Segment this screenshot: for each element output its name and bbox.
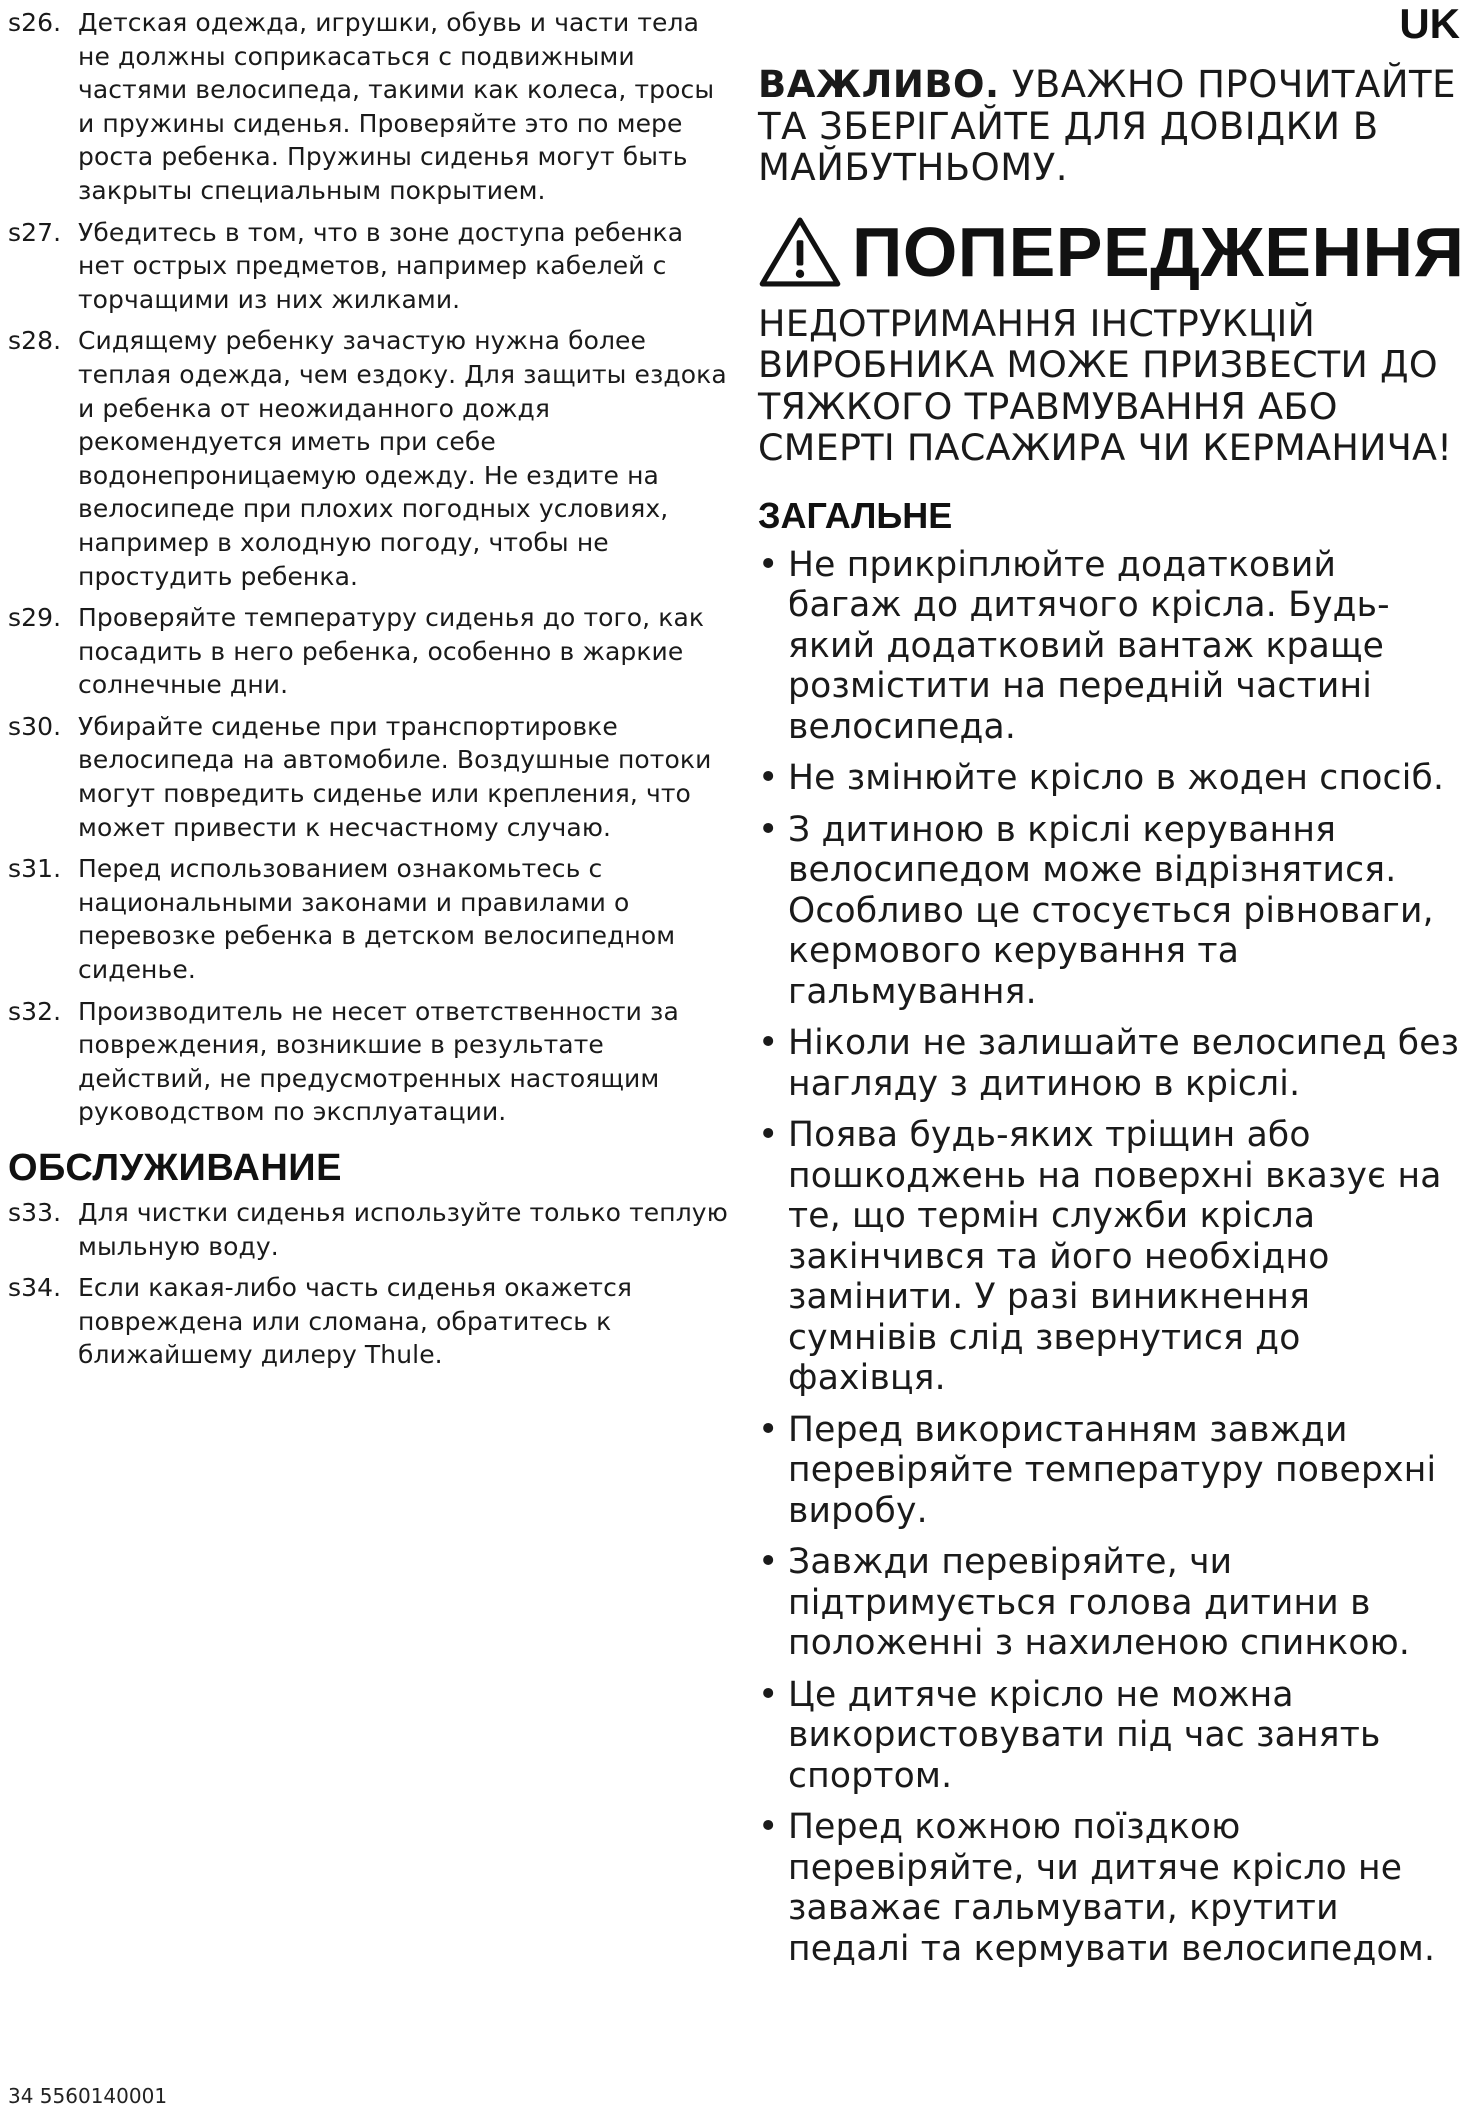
bullet-text: Завжди перевіряйте, чи підтримується голова дитини в положенні з нахиленою спинкою. <box>788 1542 1411 1663</box>
instructions-list-top <box>8 6 738 1129</box>
bullet-icon: • <box>758 809 779 850</box>
item-number: s31. <box>8 854 62 884</box>
item-number: s32. <box>8 996 62 1026</box>
general-bullet-list <box>758 545 1460 1970</box>
bullet-icon: • <box>758 1807 779 1847</box>
bullet-icon: • <box>758 544 779 585</box>
important-lead: ВАЖЛИВО. <box>758 63 1000 106</box>
bullet-icon: • <box>758 1409 779 1450</box>
list-item <box>758 545 1460 748</box>
bullet-icon: • <box>758 758 779 798</box>
item-text: Перед использованием ознакомьтесь с национальными законами и правилами о перевозке ребенка в детском велосипедном сиденье. <box>78 854 676 985</box>
bullet-icon: • <box>758 1674 779 1715</box>
list-item <box>758 1807 1460 1969</box>
right-column <box>758 0 1465 1980</box>
general-heading: ЗАГАЛЬНЕ <box>758 494 953 536</box>
item-text: Убирайте сиденье при транспортировке велосипеда на автомобиле. Воздушные потоки могут повредить сиденье или крепления, что может привести к несчастному случаю. <box>78 711 712 842</box>
list-item <box>758 1410 1460 1532</box>
bullet-text: Це дитяче крісло не можна використовувати під час занять спортом. <box>788 1674 1381 1796</box>
instruction-item <box>8 216 738 317</box>
item-number: s33. <box>8 1198 62 1227</box>
warning-triangle-icon <box>758 215 842 289</box>
bullet-text: Не змінюйте крісло в жоден спосіб. <box>788 758 1445 798</box>
instruction-item <box>8 1196 738 1263</box>
item-text: Сидящему ребенку зачастую нужна более теплая одежда, чем ездоку. Для защиты ездока и ребенка от неожиданного дождя рекомендуется иметь при себе водонепроницаемую одежду. Не ездите на велосипеде при плохих погодных условиях, например в холодную погоду, чтобы не простудить ребенка. <box>78 326 727 591</box>
warning-text: НЕДОТРИМАННЯ ІНСТРУКЦІЙ ВИРОБНИКА МОЖЕ ПРИЗВЕСТИ ДО ТЯЖКОГО ТРАВМУВАННЯ АБО СМЕРТІ ПАСАЖИРА ЧИ КЕРМАНИЧА! <box>758 301 1453 469</box>
warning-title: ПОПЕРЕДЖЕННЯ <box>852 212 1465 291</box>
bullet-text: Перед кожною поїздкою перевіряйте, чи дитяче крісло не заважає гальмувати, крутити педалі та кермувати велосипедом. <box>788 1807 1436 1969</box>
list-item <box>758 1023 1460 1104</box>
list-item <box>758 810 1460 1013</box>
item-number: s27. <box>8 217 62 247</box>
item-number: s30. <box>8 711 62 741</box>
list-item <box>758 758 1460 799</box>
list-item <box>758 1115 1460 1399</box>
item-text: Производитель не несет ответственности за повреждения, возникшие в результате действий, не предусмотренных настоящим руководством по эксплуатации. <box>78 996 679 1127</box>
item-text: Для чистки сиденья используйте только теплую мыльную воду. <box>78 1198 728 1261</box>
important-notice <box>758 64 1460 189</box>
bullet-text: Не прикріплюйте додатковий багаж до дитячого крісла. Будь-який додатковий вантаж краще розмістити на передній частині велосипеда. <box>788 544 1390 747</box>
bullet-text: З дитиною в кріслі керування велосипедом може відрізнятися. Особливо це стосується рівноваги, кермового керування та гальмування. <box>788 809 1434 1012</box>
item-text: Детская одежда, игрушки, обувь и части тела не должны соприкасаться с подвижными частями велосипеда, такими как колеса, тросы и пружины сиденья. Проверяйте это по мере роста ребенка. Пружины сиденья могут быть закрыты специальным покрытием. <box>78 8 715 205</box>
instruction-item <box>8 1271 738 1372</box>
item-number: s34. <box>8 1273 62 1303</box>
item-number: s29. <box>8 603 62 633</box>
instructions-list-bottom <box>8 1196 738 1372</box>
bullet-icon: • <box>758 1115 779 1155</box>
list-item <box>758 1542 1460 1664</box>
maintenance-heading: ОБСЛУЖИВАНИЕ <box>8 1147 342 1189</box>
page-footer: 34 5560140001 <box>8 2084 168 2108</box>
item-number: s28. <box>8 326 62 356</box>
left-column <box>8 6 738 1380</box>
instruction-item <box>8 601 738 702</box>
warning-header <box>758 212 1465 291</box>
language-code: UK <box>1399 0 1460 47</box>
instruction-item <box>8 324 738 593</box>
instruction-item <box>8 710 738 844</box>
instruction-item <box>8 6 738 208</box>
important-text: УВАЖНО ПРОЧИТАЙТЕ ТА ЗБЕРІГАЙТЕ ДЛЯ ДОВІДКИ В МАЙБУТНЬОМУ. <box>758 63 1456 189</box>
item-text: Убедитесь в том, что в зоне доступа ребенка нет острых предметов, например кабелей с торчащими из них жилками. <box>78 217 684 314</box>
instruction-item <box>8 995 738 1129</box>
bullet-text: Поява будь-яких тріщин або пошкоджень на поверхні вказує на те, що термін служби крісла закінчився та його необхідно замінити. У разі виникнення сумнівів слід звернутися до фахівця. <box>788 1115 1442 1398</box>
bullet-icon: • <box>758 1023 779 1063</box>
instruction-item <box>8 852 738 986</box>
item-number: s26. <box>8 8 62 37</box>
list-item <box>758 1675 1460 1797</box>
bullet-text: Перед використанням завжди перевіряйте температуру поверхні виробу. <box>788 1409 1437 1531</box>
item-text: Если какая-либо часть сиденья окажется повреждена или сломана, обратитесь к ближайшему дилеру Thule. <box>78 1273 633 1370</box>
bullet-icon: • <box>758 1542 779 1582</box>
item-text: Проверяйте температуру сиденья до того, как посадить в него ребенка, особенно в жаркие солнечные дни. <box>78 603 705 700</box>
bullet-text: Ніколи не залишайте велосипед без нагляду з дитиною в кріслі. <box>788 1023 1460 1104</box>
